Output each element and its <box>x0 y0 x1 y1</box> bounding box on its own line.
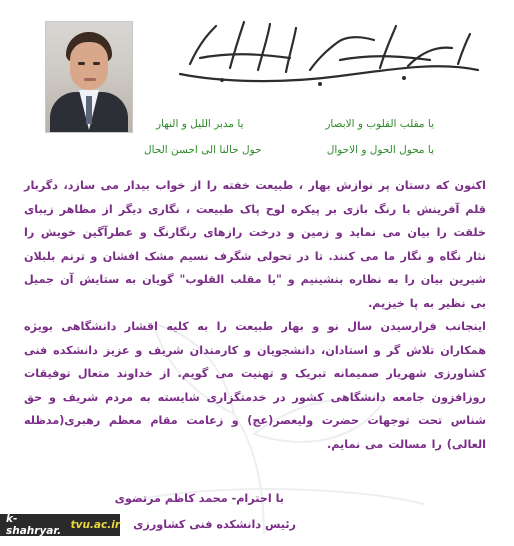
dua-line: یا مقلب القلوب و الابصار <box>325 118 434 130</box>
greeting-card <box>10 8 504 538</box>
dua-block <box>140 108 480 164</box>
paragraph: اکنون که دستان پر نوازش بهار ، طبیعت خفته را از خواب بیدار می سازد، دگربار قلم آفرینش با رنگ بازی بر پیکره لوح پاک طبیعت ، نگاری دیگر از مظاهر زیبای خلقت را بیان می نماید و زمین و درخت رازهای رنگارنگ و عطرآگین خویش را نثار نگاه و نگار ما می کنند. تا در تحولی شگرف نسیم مشک افشان و ترنم بلبلان شیرین بیان را به نظاره بنشینیم و "یا مقلب القلوب" گویان به ستایش آن جمیل بی نظیر به پا خیزیم. <box>24 179 486 310</box>
author-photo <box>46 22 132 132</box>
site-domain: tvu.ac.ir <box>70 519 120 531</box>
dua-line: حول حالنا الی احسن الحال <box>144 144 262 156</box>
dua-line: یا محول الحول و الاحوال <box>326 144 434 156</box>
dua-line: یا مدبر اللیل و النهار <box>156 118 244 130</box>
paragraph: اینجانب فرارسیدن سال نو و بهار طبیعت را به کلیه اقشار دانشگاهی بویژه همکاران تلاش گر و استادان، دانشجویان و کارمندان شریف و عزیز دانشکده فنی کشاورزی شهریار صمیمانه تبریک و تهنیت می گویم. از خداوند متعال توفیقات روزافزون جامعه دانشگاهی کشور در خدمتگزاری شایسته به مردم شریف و حق شناس تحت توجهات حضرت ولیعصر(عج) و زعامت مقام معظم رهبری(مدظله العالی) را مسالت می نمایم. <box>24 320 486 451</box>
signature-title: رئیس دانشکده فنی کشاورزی <box>133 518 296 531</box>
basmala-calligraphy <box>160 12 490 92</box>
site-badge[interactable] <box>0 514 120 536</box>
site-prefix: k-shahryar. <box>6 513 62 537</box>
message-body <box>24 174 486 530</box>
signature-name: با احترام- محمد کاظم مرتضوی <box>114 492 284 505</box>
